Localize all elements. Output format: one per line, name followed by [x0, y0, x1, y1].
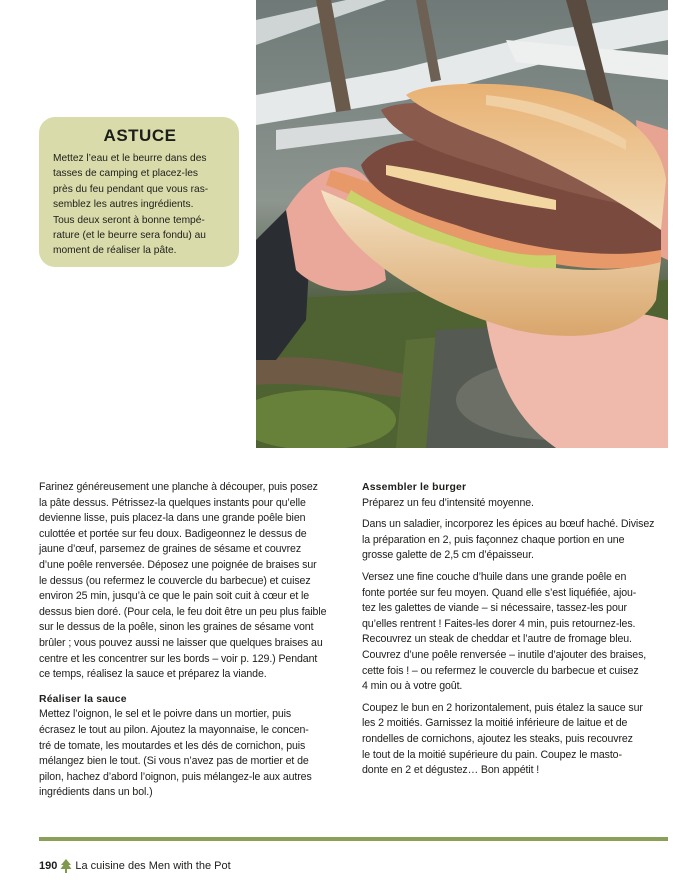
text-line: Dans un saladier, incorporez les épices au bœuf haché. Divisez [362, 518, 655, 531]
page-number: 190 [39, 860, 58, 872]
right-column [362, 480, 670, 779]
text-line: centre et les concentrer sur les bords – voir p. 129.) Pendant [39, 652, 318, 665]
paragraph [39, 707, 347, 801]
tip-line: près du feu pendant que vous ras- [53, 183, 209, 195]
tip-title: ASTUCE [103, 126, 177, 145]
text-line: devienne lisse, puis placez-la dans une grande poêle bien [39, 512, 306, 525]
text-line: brûler ; vous pouvez aussi ne laisser que quelques braises au [39, 636, 323, 649]
text-line: le tout de la moitié supérieure du pain. Coupez le masto- [362, 748, 622, 761]
text-line: la pâte dessus. Pétrissez-la quelques instants pour qu’elle [39, 496, 306, 509]
tip-line: Mettez l’eau et le beurre dans des [53, 153, 207, 164]
text-line: tré de tomate, les moutardes et les dés de cornichon, puis [39, 739, 306, 752]
paragraph [362, 570, 670, 695]
tip-line: Tous deux seront à bonne tempé- [53, 214, 205, 226]
text-line: Recouvrez un steak de cheddar et l’autre de fromage bleu. [362, 633, 632, 646]
tip-box [39, 117, 239, 267]
text-line: tez les galettes de viande – si nécessaire, tassez-les pour [362, 602, 627, 615]
text-line: Versez une fine couche d’huile dans une grande poêle en [362, 570, 627, 583]
text-line: ce temps, réalisez la sauce et préparez la viande. [39, 668, 267, 681]
book-title: La cuisine des Men with the Pot [75, 860, 231, 872]
footer-rule [39, 837, 668, 841]
text-line: Farinez généreusement une planche à découper, puis posez [39, 481, 318, 493]
text-line: cette fois ! – ou refermez le couvercle du barbecue et cuisez [362, 664, 639, 677]
paragraph [39, 480, 347, 683]
text-line: culottée et portée sur feu doux. Badigeonnez le dessus de [39, 527, 307, 540]
text-line: 4 min ou à votre goût. [362, 680, 463, 693]
text-line: dessus bien doré. (Pour cela, le feu doit être un peu plus faible [39, 605, 327, 618]
paragraph [362, 496, 670, 512]
tip-line: moment de réaliser la pâte. [53, 245, 177, 257]
text-line: grosse galette de 2,5 cm d’épaisseur. [362, 549, 534, 562]
tip-line: rature (et le beurre sera fondu) au [53, 230, 206, 242]
text-line: mélangez bien le tout. (Si vous n’avez pas de mortier et de [39, 755, 309, 768]
subheading-sauce: Réaliser la sauce [39, 693, 127, 705]
text-line: donte en 2 et dégustez… Bon appétit ! [362, 764, 540, 777]
tip-line: semblez les autres ingrédients. [53, 199, 194, 211]
text-line: qu’elles rentrent ! Faites-les dorer 4 min, puis retournez-les. [362, 617, 636, 630]
text-line: la préparation en 2, puis façonnez chaque portion en une [362, 533, 625, 546]
text-line: écrasez le tout au pilon. Ajoutez la mayonnaise, le concen- [39, 723, 309, 736]
text-line: Couvrez d’une poêle renversée – inutile d’ajouter des braises, [362, 648, 647, 661]
text-line: sur le dessus de la poêle, sinon les graines de sésame vont [39, 621, 314, 634]
paragraph [362, 701, 670, 779]
text-line: pilon, hachez d’abord l’oignon, puis mélangez-le aux autres [39, 770, 312, 783]
text-line: Mettez l’oignon, le sel et le poivre dans un mortier, puis [39, 708, 292, 721]
subheading-burger: Assembler le burger [362, 482, 467, 493]
left-column [39, 480, 347, 801]
text-line: rondelles de cornichons, ajoutez les steaks, puis recouvrez [362, 732, 633, 745]
tip-line: tasses de camping et placez-les [53, 168, 198, 180]
text-line: environ 25 min, jusqu’à ce que le pain soit cuit à cœur et le [39, 590, 310, 603]
text-line: d’une poêle renversée. Déposez une poignée de braises sur [39, 558, 317, 571]
text-line: Préparez un feu d’intensité moyenne. [362, 496, 534, 509]
tree-icon [60, 859, 72, 873]
text-line: Coupez le bun en 2 horizontalement, puis étalez la sauce sur [362, 701, 643, 714]
text-line: jaune d’œuf, parsemez de graines de sésame et couvrez [39, 543, 302, 556]
text-line: le dessus (ou refermez le couvercle du barbecue) et cuisez [39, 574, 311, 587]
burger-photo [256, 0, 668, 448]
paragraph [362, 517, 670, 564]
page-footer [39, 857, 231, 875]
text-line: les 2 moitiés. Garnissez la moitié inférieure de laitue et de [362, 717, 628, 730]
text-line: ingrédients dans un bol.) [39, 786, 153, 799]
text-line: fonte portée sur feu moyen. Quand elle s’est liquéfiée, ajou- [362, 586, 637, 599]
